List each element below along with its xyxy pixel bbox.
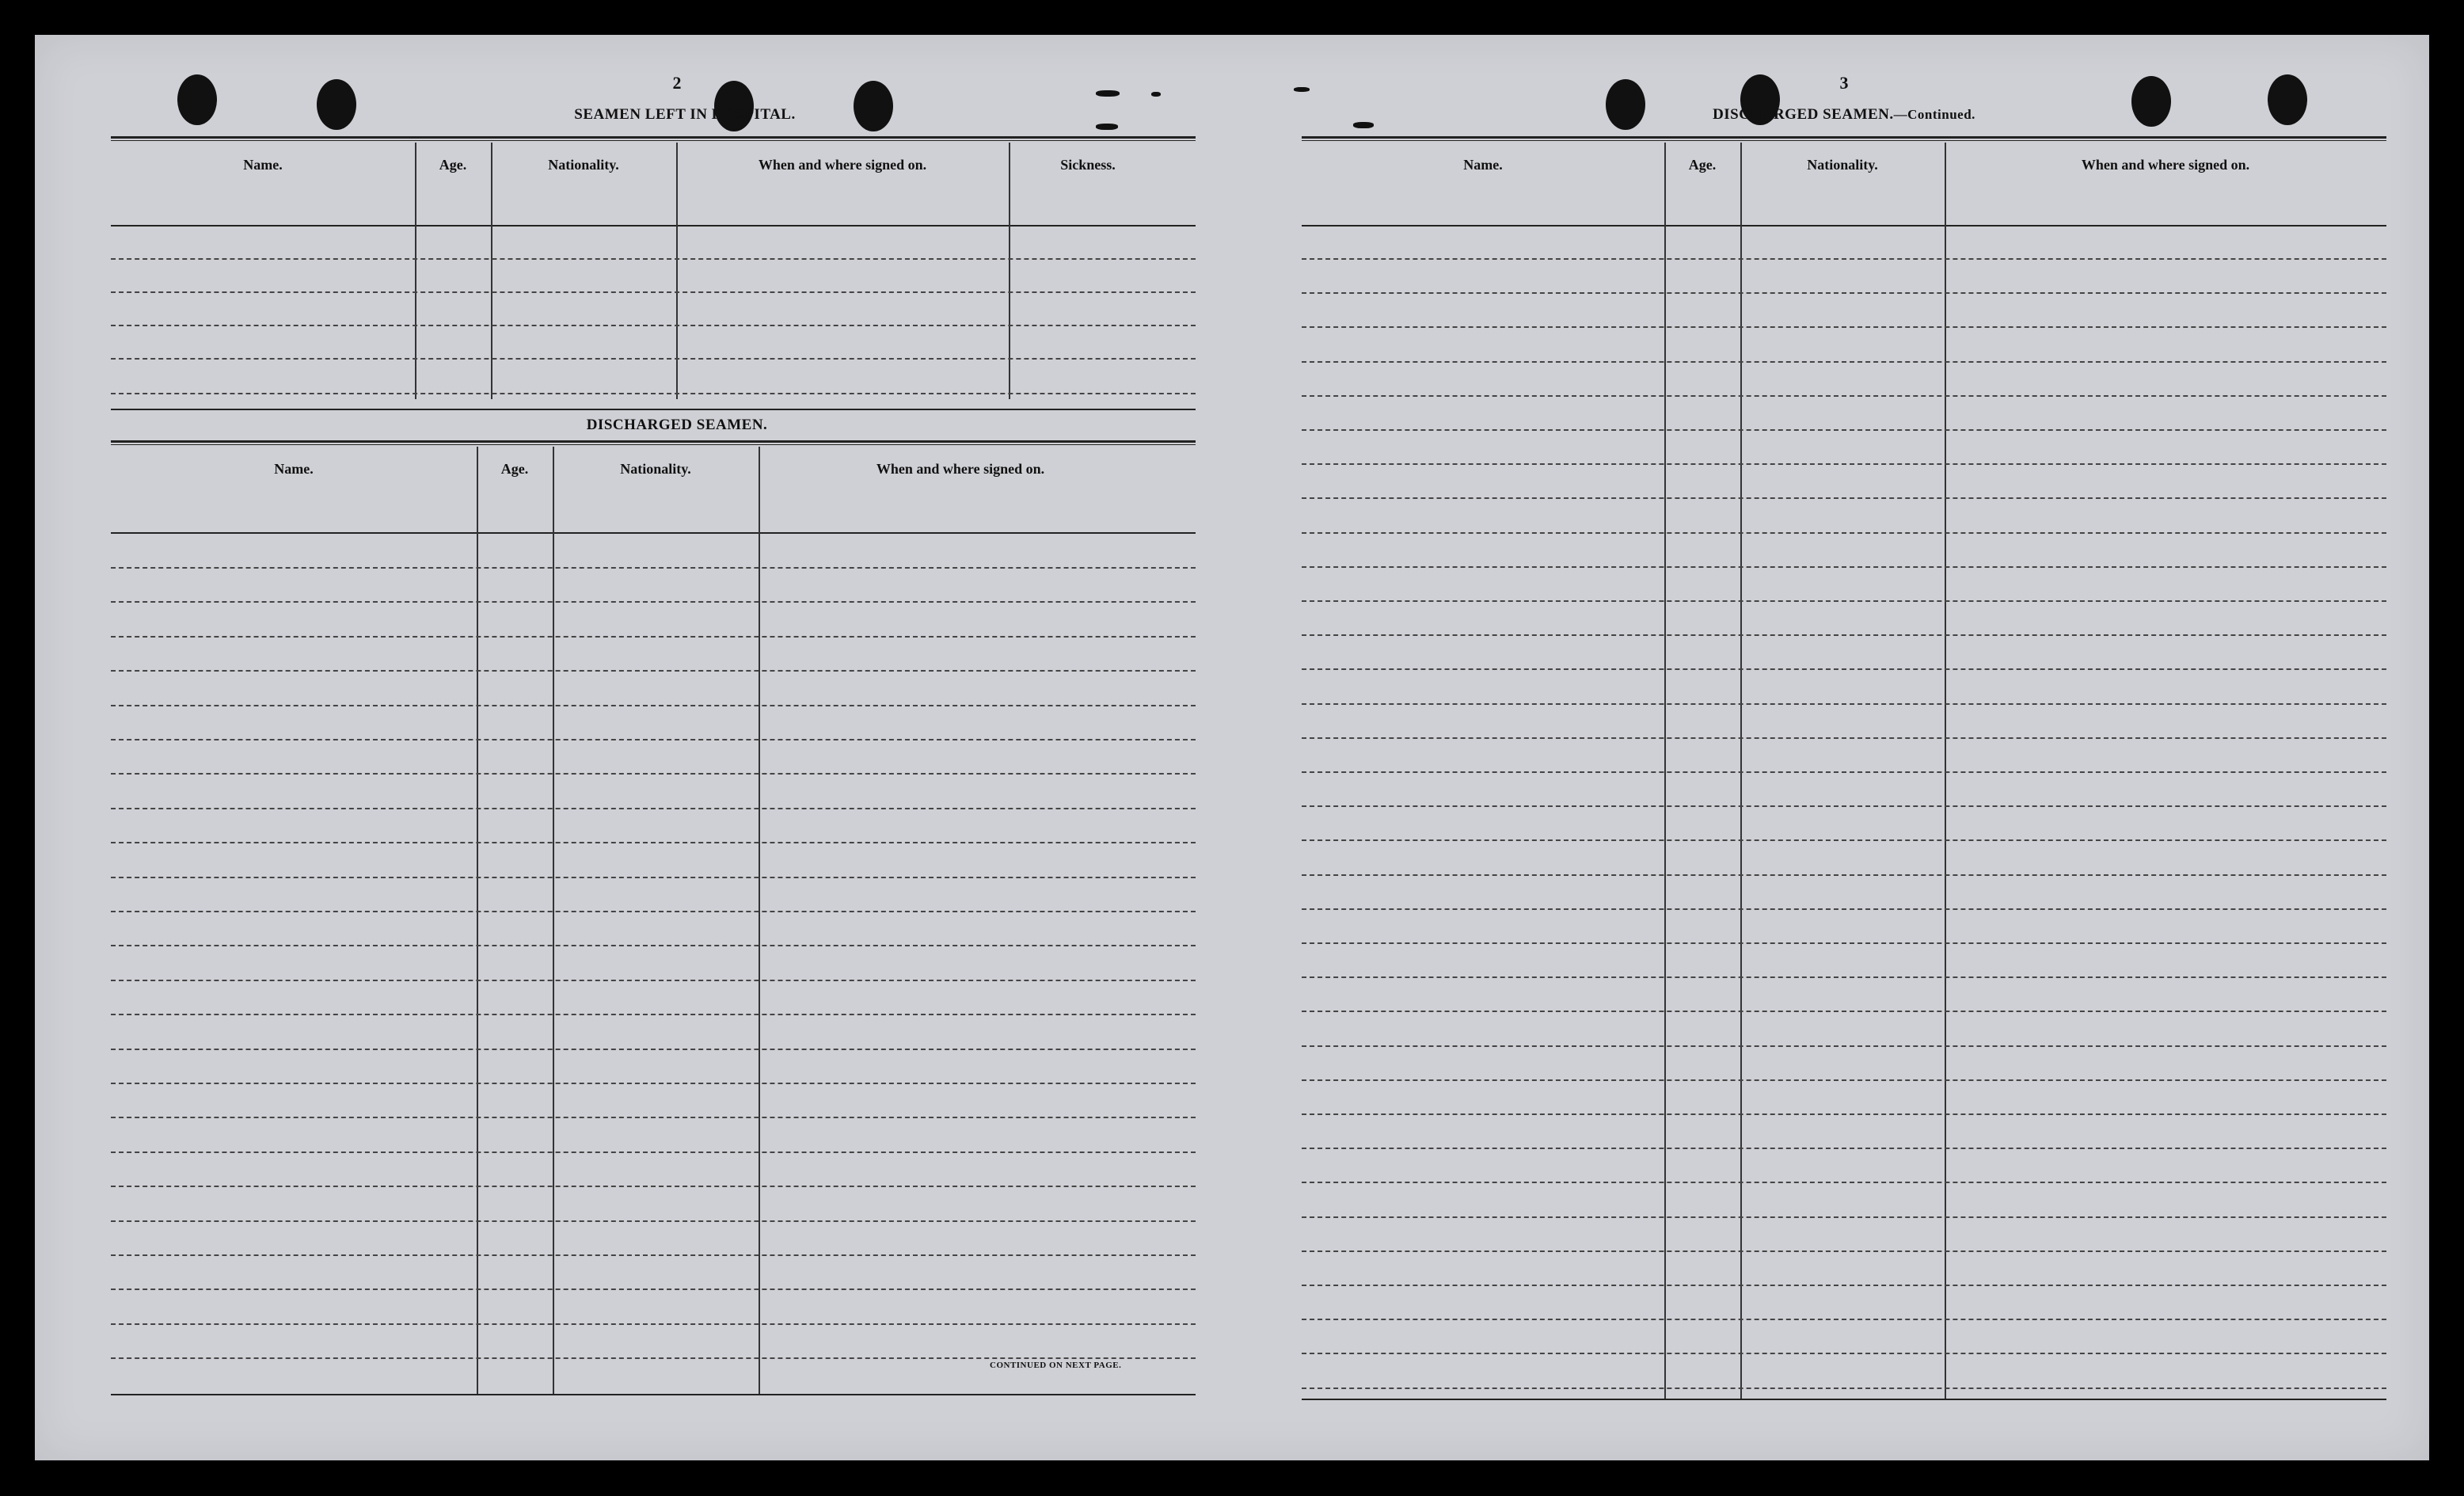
entry-line (1302, 1182, 2386, 1183)
entry-line (1302, 1353, 2386, 1354)
header-underline (111, 225, 1196, 226)
column-divider (477, 447, 478, 1394)
column-header-name: Name. (243, 157, 283, 173)
entry-line (1302, 1113, 2386, 1115)
entry-line (111, 636, 1196, 638)
paper-sheet (35, 35, 2429, 1460)
entry-line (111, 358, 1196, 360)
entry-line (1302, 634, 2386, 636)
column-header-signed-on: When and where signed on. (758, 157, 927, 173)
entry-line (1302, 771, 2386, 773)
entry-line (1302, 1388, 2386, 1389)
entry-line (1302, 839, 2386, 841)
entry-line (1302, 1319, 2386, 1320)
entry-line (111, 808, 1196, 809)
column-header-nationality: Nationality. (1807, 157, 1878, 173)
table-top-rule (1302, 136, 2386, 141)
column-header-age: Age. (1688, 157, 1717, 173)
hospital-table (111, 136, 1196, 437)
entry-line (111, 842, 1196, 843)
entry-line (1302, 1148, 2386, 1149)
discharged-table (111, 440, 1196, 1399)
entry-line (111, 601, 1196, 603)
column-divider (1664, 143, 1666, 1399)
entry-line (1302, 1045, 2386, 1047)
discharged-section-title: DISCHARGED SEAMEN. (586, 417, 768, 433)
entry-line (1302, 976, 2386, 978)
column-divider (491, 143, 492, 399)
entry-line (1302, 566, 2386, 568)
entry-line (1302, 668, 2386, 670)
entry-line (1302, 292, 2386, 294)
column-divider (676, 143, 678, 399)
entry-line (111, 1186, 1196, 1187)
column-divider (1740, 143, 1742, 1399)
entry-line (1302, 1285, 2386, 1286)
entry-line (1302, 258, 2386, 260)
entry-line (111, 1357, 1196, 1359)
entry-line (1302, 361, 2386, 363)
entry-line (111, 1083, 1196, 1084)
column-divider (415, 143, 416, 399)
entry-line (111, 877, 1196, 878)
entry-line (111, 393, 1196, 394)
entry-line (111, 980, 1196, 981)
column-header-name: Name. (1463, 157, 1503, 173)
entry-line (111, 670, 1196, 672)
entry-line (111, 1117, 1196, 1118)
continued-note: CONTINUED ON NEXT PAGE. (990, 1361, 1122, 1370)
entry-line (1302, 326, 2386, 328)
discharged-continued-table (1302, 136, 2386, 1403)
entry-line (111, 1014, 1196, 1015)
entry-line (1302, 395, 2386, 397)
entry-line (1302, 1216, 2386, 1218)
entry-line (111, 291, 1196, 293)
column-divider (1009, 143, 1010, 399)
column-header-nationality: Nationality. (620, 461, 691, 477)
entry-line (1302, 942, 2386, 944)
entry-line (111, 1289, 1196, 1290)
column-header-age: Age. (500, 461, 529, 477)
entry-line (111, 258, 1196, 260)
entry-line (111, 1254, 1196, 1256)
section-title-text: DISCHARGED SEAMEN. (1713, 106, 1894, 123)
table-bottom-rule (111, 409, 1196, 410)
table-bottom-rule (111, 1394, 1196, 1395)
continued-label: —Continued. (1893, 107, 1975, 122)
left-page (111, 35, 1196, 1460)
entry-line (111, 1049, 1196, 1050)
entry-line (1302, 1079, 2386, 1081)
entry-line (111, 1152, 1196, 1153)
entry-line (1302, 703, 2386, 705)
column-header-nationality: Nationality. (548, 157, 619, 173)
column-header-age: Age. (439, 157, 467, 173)
entry-line (111, 1220, 1196, 1222)
column-header-sickness: Sickness. (1060, 157, 1116, 173)
entry-line (1302, 429, 2386, 431)
entry-line (1302, 908, 2386, 910)
entry-line (111, 911, 1196, 912)
table-top-rule (111, 136, 1196, 141)
column-divider (1945, 143, 1946, 1399)
page-number: 3 (1839, 73, 1849, 93)
entry-line (1302, 805, 2386, 807)
entry-line (111, 325, 1196, 326)
entry-line (1302, 600, 2386, 602)
right-page (1302, 35, 2386, 1460)
entry-line (1302, 874, 2386, 876)
hospital-section-title: SEAMEN LEFT IN HOSPITAL. (574, 106, 796, 123)
column-header-signed-on: When and where signed on. (2081, 157, 2250, 173)
entry-line (111, 1323, 1196, 1325)
entry-line (1302, 532, 2386, 534)
column-header-name: Name. (274, 461, 314, 477)
entry-line (111, 567, 1196, 569)
column-divider (553, 447, 554, 1394)
entry-line (1302, 497, 2386, 499)
entry-line (1302, 463, 2386, 465)
table-top-rule (111, 440, 1196, 445)
entry-line (111, 705, 1196, 706)
entry-line (111, 739, 1196, 740)
column-header-signed-on: When and where signed on. (876, 461, 1045, 477)
discharged-continued-title (1302, 106, 2386, 124)
column-divider (759, 447, 760, 1394)
page-number: 2 (672, 73, 682, 93)
entry-line (111, 773, 1196, 775)
table-bottom-rule (1302, 1399, 2386, 1400)
entry-line (111, 945, 1196, 946)
header-underline (1302, 225, 2386, 226)
entry-line (1302, 1250, 2386, 1252)
header-underline (111, 532, 1196, 534)
entry-line (1302, 1011, 2386, 1012)
entry-line (1302, 737, 2386, 739)
